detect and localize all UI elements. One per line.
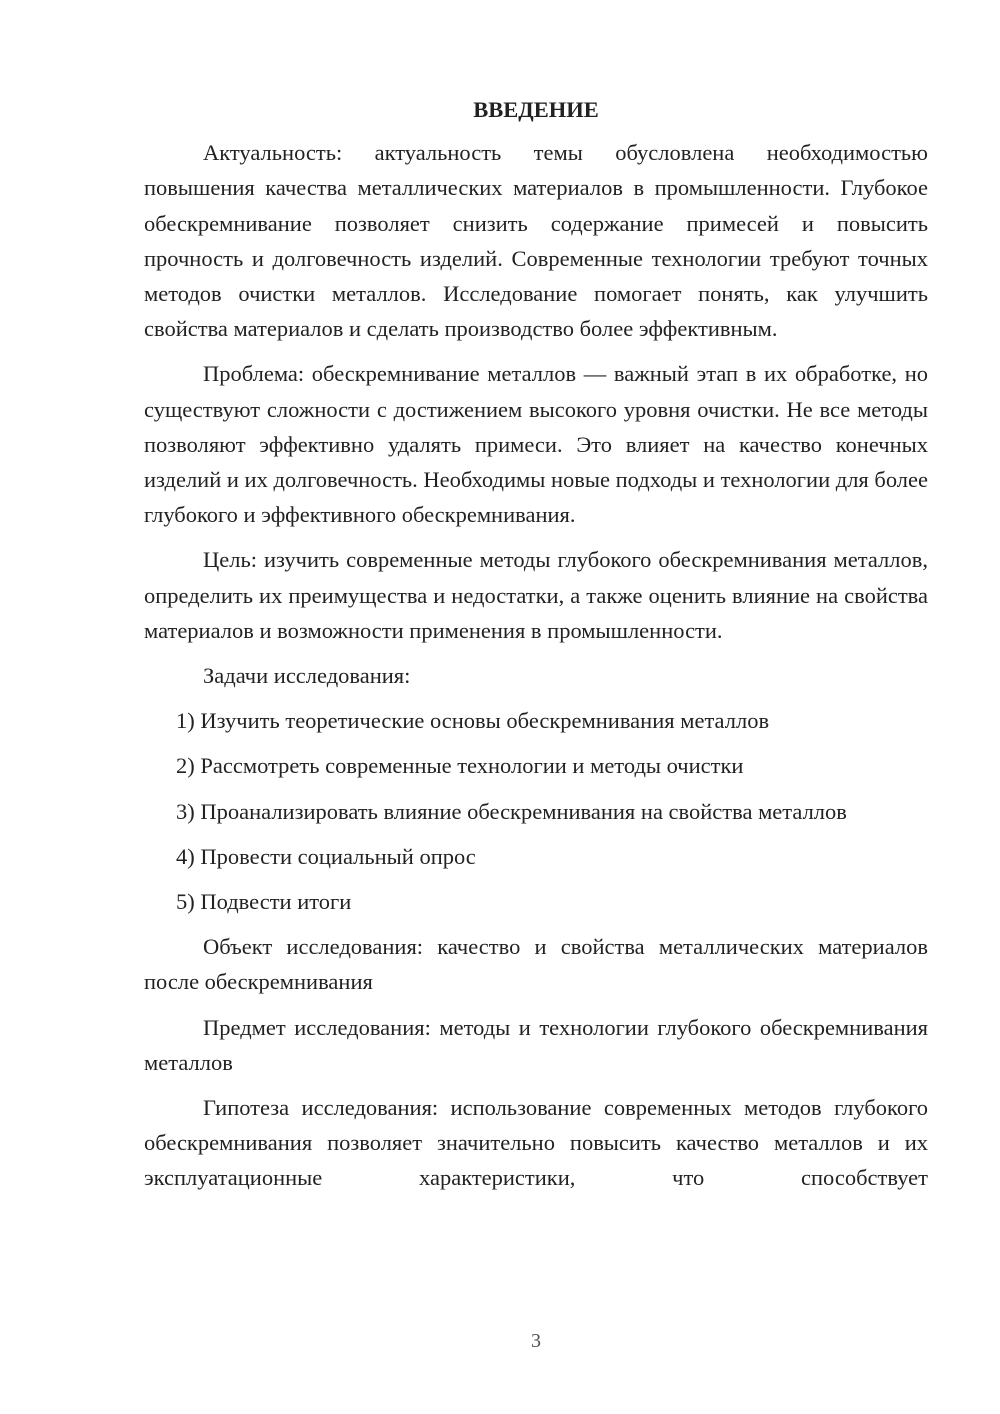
task-item-5: 5) Подвести итоги — [176, 889, 352, 915]
paragraph-object: Объект исследования: качество и свойства металлических материалов после обескремнивания — [144, 934, 928, 995]
page-number: 3 — [531, 1330, 541, 1352]
tasks-heading: Задачи исследования: — [203, 663, 411, 689]
paragraph-hypothesis: Гипотеза исследования: использование современных методов глубокого обескремнивания позволяет значительно повысить качество металлов и их эксплуатационные характеристики, что способствует — [144, 1095, 928, 1191]
task-item-1: 1) Изучить теоретические основы обескремнивания металлов — [176, 708, 770, 734]
task-item-2: 2) Рассмотреть современные технологии и методы очистки — [176, 753, 744, 779]
paragraph-goal: Цель: изучить современные методы глубокого обескремнивания металлов, определить их преимущества и недостатки, а также оценить влияние на свойства материалов и возможности применения в промышленности. — [144, 547, 928, 643]
paragraph-subject: Предмет исследования: методы и технологии глубокого обескремнивания металлов — [144, 1014, 928, 1075]
task-item-3: 3) Проанализировать влияние обескремнивания на свойства металлов — [176, 798, 847, 824]
section-title: ВВЕДЕНИЕ — [473, 97, 599, 122]
paragraph-problem: Проблема: обескремнивание металлов — важный этап в их обработке, но существуют сложности с достижением высокого уровня очистки. Не все методы позволяют эффективно удалять примеси. Это влияет на качество конечных изделий и их долговечность. Необходимы новые подходы и технологии для более глубокого и эффективного обескремнивания. — [144, 361, 928, 528]
page-content — [144, 92, 928, 1196]
paragraph-relevance: Актуальность: актуальность темы обусловлена необходимостью повышения качества металлических материалов в промышленности. Глубокое обескремнивание позволяет снизить содержание примесей и повысить прочность и долговечность изделий. Современные технологии требуют точных методов очистки металлов. Исследование помогает понять, как улучшить свойства материалов и сделать производство более эффективным. — [144, 140, 928, 342]
task-item-4: 4) Провести социальный опрос — [176, 843, 476, 869]
